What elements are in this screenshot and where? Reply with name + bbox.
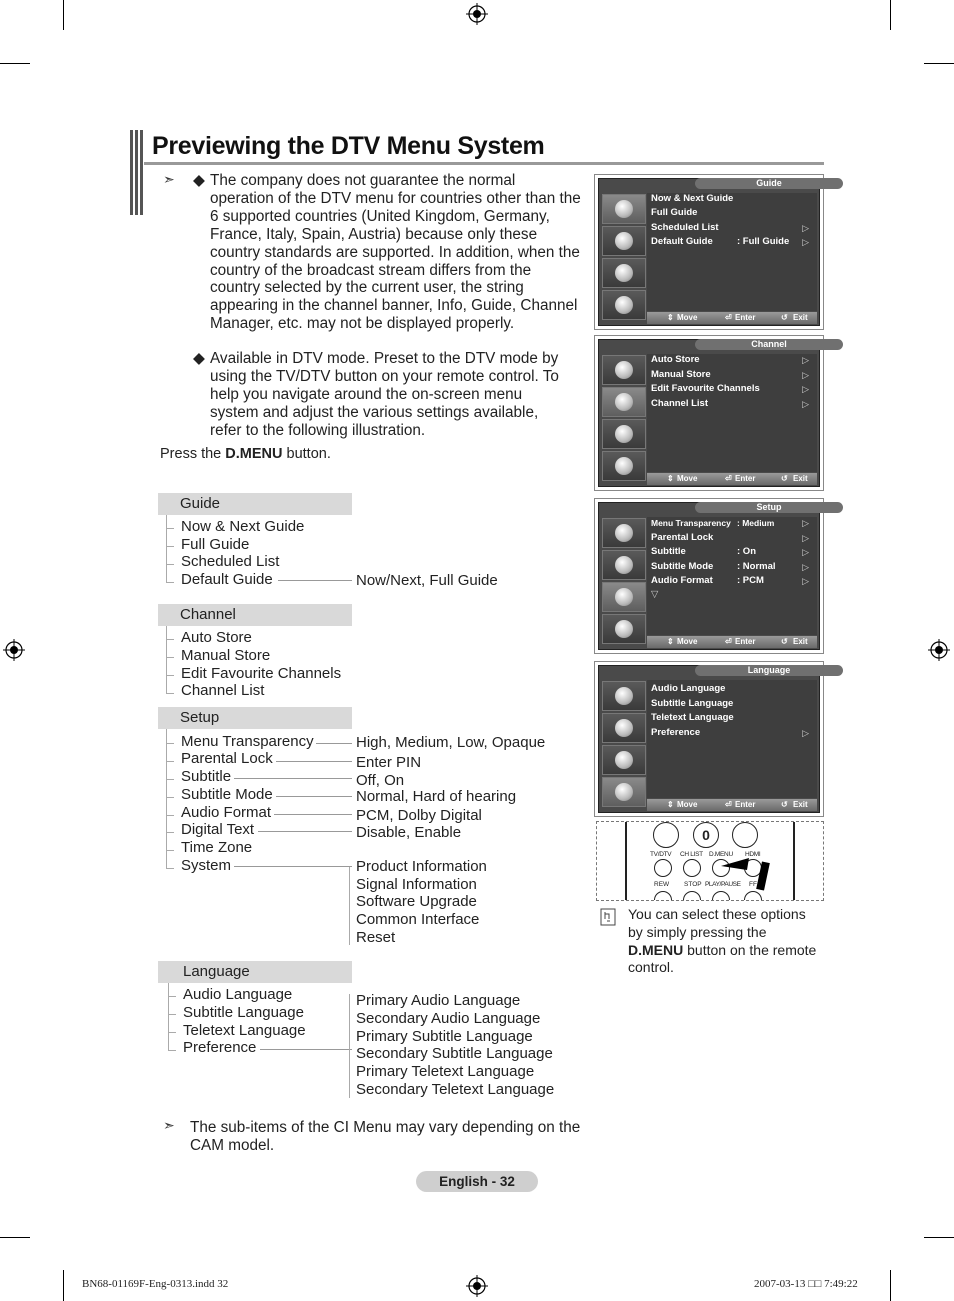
note-text: The company does not guarantee the normal operation of the DTV menu for countries other than the 6 supported countries (United Kingdom, Germany, France, Italy, Spain, Austria) because only these country standards are supported. In addition, when the country of the broadcast stream differs from the country selected by the current user, the string appearing in the channel banner, Info, Guide, Channel Manager, etc. may not be displayed properly. [210, 172, 581, 333]
remote-label: FF [749, 881, 757, 888]
crop-mark [0, 63, 30, 64]
osd-row-label: Now & Next Guide [651, 193, 734, 204]
osd-row[interactable] [651, 382, 809, 396]
tree-item: Audio Language [183, 986, 293, 1003]
tree-item: Default Guide [181, 571, 273, 588]
note-arrow-icon: ➣ [163, 172, 175, 188]
crop-mark [924, 1237, 954, 1238]
tree-item: Manual Store [181, 647, 271, 664]
channel-icon [602, 713, 646, 743]
osd-row[interactable] [651, 397, 809, 411]
channel-icon [602, 387, 646, 417]
osd-tab: Guide [695, 178, 843, 189]
osd-row-label: Edit Favourite Channels [651, 383, 760, 394]
option-value: Primary Audio Language [356, 992, 521, 1009]
tree-tick [166, 582, 174, 583]
osd-row-label: Scheduled List [651, 222, 719, 233]
remote-note-text: You can select these options by simply pressing the [628, 906, 806, 940]
exit-icon: ↺ [781, 474, 788, 483]
option-value: Secondary Teletext Language [356, 1081, 555, 1098]
tree-item: Time Zone [181, 839, 253, 856]
guide-icon [602, 355, 646, 385]
scroll-down-icon[interactable] [651, 588, 809, 602]
tree-head-setup: Setup [158, 707, 352, 729]
tree-tick [166, 743, 174, 744]
osd-row-label: Parental Lock [651, 532, 714, 543]
tree-head-guide: Guide [158, 493, 352, 515]
osd-row[interactable] [651, 682, 809, 696]
connector-line [274, 814, 352, 815]
osd-row-label: Subtitle [651, 546, 686, 557]
remote-button [732, 822, 758, 848]
memo-note-icon [600, 908, 616, 926]
arrow-right-icon: ▷ [802, 370, 809, 380]
osd-footer [647, 473, 817, 485]
tree-item: Subtitle Language [183, 1004, 304, 1021]
tree-item: Now & Next Guide [181, 518, 305, 535]
crop-mark [63, 1270, 64, 1301]
registration-mark-icon [928, 639, 950, 661]
tree-tick [166, 546, 174, 547]
osd-row-label: Audio Format [651, 575, 713, 586]
enter-icon: ⏎ [725, 637, 732, 646]
tree-item: Full Guide [181, 536, 250, 553]
connector-line [260, 1049, 352, 1050]
osd-row[interactable] [651, 368, 809, 382]
tree-item: Auto Store [181, 629, 252, 646]
guide-icon [602, 681, 646, 711]
tree-tick [166, 797, 174, 798]
remote-button [653, 822, 679, 848]
tree-item: Subtitle [181, 768, 232, 785]
option-value: Disable, Enable [356, 824, 462, 841]
arrow-right-icon: ▷ [802, 399, 809, 409]
osd-sidebar [601, 680, 647, 810]
move-icon: ⇕ [667, 474, 674, 483]
osd-guide-screen [594, 174, 824, 330]
tree-tick [166, 528, 174, 529]
connector-line [234, 866, 352, 867]
osd-tab: Language [695, 665, 843, 676]
registration-mark-icon [466, 3, 488, 25]
arrow-right-icon: ▷ [802, 355, 809, 365]
page-title: Previewing the DTV Menu System [152, 132, 545, 160]
osd-footer-enter: Enter [735, 637, 756, 646]
tree-line [349, 867, 350, 945]
option-value: PCM, Dolby Digital [356, 807, 482, 824]
remote-note-key: D.MENU [628, 941, 684, 958]
osd-footer-move: Move [677, 474, 698, 483]
arrow-right-icon: ▷ [802, 576, 809, 586]
arrow-right-icon: ▷ [802, 547, 809, 557]
option-value: Off, On [356, 772, 405, 789]
tree-tick [168, 1032, 176, 1033]
bullet-diamond-icon: ◆ [193, 172, 205, 189]
arrow-right-icon: ▷ [802, 237, 809, 247]
osd-row-label: Preference [651, 727, 701, 738]
connector-line [278, 580, 352, 581]
enter-icon: ⏎ [725, 474, 732, 483]
tree-head-language: Language [158, 961, 352, 983]
arrow-right-icon: ▷ [802, 728, 809, 738]
option-value: Software Upgrade [356, 893, 477, 910]
remote-note [628, 906, 820, 977]
title-decoration [130, 130, 144, 215]
option-value: Normal, Hard of hearing [356, 788, 517, 805]
exit-icon: ↺ [781, 637, 788, 646]
option-value: Enter PIN [356, 754, 422, 771]
osd-row[interactable] [651, 192, 809, 206]
tree-line [166, 729, 167, 869]
osd-row-label: ▽ [651, 589, 659, 600]
osd-row[interactable] [651, 235, 809, 249]
osd-sidebar [601, 193, 647, 323]
option-value: Primary Teletext Language [356, 1063, 535, 1080]
press-instruction [160, 446, 331, 462]
osd-footer-exit: Exit [793, 637, 808, 646]
option-value: Secondary Audio Language [356, 1010, 541, 1027]
tree-tick [166, 564, 174, 565]
exit-icon: ↺ [781, 800, 788, 809]
tree-tick [166, 850, 174, 851]
remote-button [654, 859, 672, 877]
arrow-right-icon: ▷ [802, 562, 809, 572]
remote-label: D.MENU [709, 851, 733, 858]
option-value: Signal Information [356, 876, 477, 893]
option-value: Reset [356, 929, 396, 946]
move-icon: ⇕ [667, 800, 674, 809]
tree-item: Menu Transparency [181, 733, 314, 750]
guide-icon [602, 518, 646, 548]
tree-tick [168, 1050, 176, 1051]
option-value: Secondary Subtitle Language [356, 1045, 553, 1062]
setup-icon [602, 745, 646, 775]
osd-footer-enter: Enter [735, 313, 756, 322]
remote-label: HDMI [745, 851, 761, 858]
osd-row[interactable] [651, 711, 809, 725]
tree-item: Scheduled List [181, 553, 280, 570]
language-icon [602, 451, 646, 481]
osd-row-value: : PCM [737, 575, 764, 586]
osd-row-label: Teletext Language [651, 712, 734, 723]
osd-row-label: Default Guide [651, 236, 713, 247]
remote-illustration [596, 821, 824, 901]
osd-row[interactable] [651, 560, 809, 574]
osd-footer [647, 636, 817, 648]
press-prefix: Press the [160, 446, 222, 462]
tree-tick [166, 832, 174, 833]
osd-language-screen [594, 661, 824, 817]
connector-line [316, 743, 352, 744]
osd-sidebar [601, 517, 647, 647]
tree-item: Audio Format [181, 804, 272, 821]
osd-sidebar [601, 354, 647, 484]
remote-label: PLAY/PAUSE [705, 881, 741, 888]
guide-icon [602, 194, 646, 224]
print-slug-file: BN68-01169F-Eng-0313.indd 32 [82, 1278, 229, 1290]
crop-mark [63, 0, 64, 30]
tree-item: Subtitle Mode [181, 786, 273, 803]
connector-line [276, 761, 352, 762]
osd-row-value: : Medium [737, 518, 775, 528]
osd-channel-screen [594, 335, 824, 491]
move-icon: ⇕ [667, 313, 674, 322]
osd-row[interactable] [651, 516, 809, 530]
option-value: Now/Next, Full Guide [356, 572, 498, 589]
tree-item: Teletext Language [183, 1022, 306, 1039]
setup-icon [602, 258, 646, 288]
crop-mark [924, 63, 954, 64]
tree-tick [166, 639, 174, 640]
crop-mark [890, 0, 891, 30]
osd-tab: Setup [695, 502, 843, 513]
language-icon [602, 614, 646, 644]
press-key: D.MENU [225, 446, 283, 462]
print-slug-date: 2007-03-13 □□ 7:49:22 [754, 1278, 858, 1290]
osd-row[interactable] [651, 221, 809, 235]
osd-footer-exit: Exit [793, 313, 808, 322]
osd-row[interactable] [651, 545, 809, 559]
osd-footer-exit: Exit [793, 800, 808, 809]
tree-item: Channel List [181, 682, 265, 699]
osd-row[interactable] [651, 726, 809, 740]
osd-row-value: : Full Guide [737, 236, 790, 247]
osd-footer-move: Move [677, 800, 698, 809]
arrow-right-icon: ▷ [802, 518, 809, 528]
osd-row[interactable] [651, 353, 809, 367]
option-value: Common Interface [356, 911, 480, 928]
tree-line [168, 983, 169, 1051]
osd-footer [647, 799, 817, 811]
osd-row-label: Subtitle Mode [651, 561, 714, 572]
channel-icon [602, 226, 646, 256]
enter-icon: ⏎ [725, 313, 732, 322]
language-icon [602, 777, 646, 807]
channel-icon [602, 550, 646, 580]
arrow-right-icon: ▷ [802, 384, 809, 394]
tree-item: System [181, 857, 232, 874]
tree-line [166, 626, 167, 694]
connector-line [234, 778, 352, 779]
tree-item: Parental Lock [181, 750, 273, 767]
osd-row-label: Audio Language [651, 683, 726, 694]
note-text: Available in DTV mode. Preset to the DTV mode by using the TV/DTV button on your remote control. To help you navigate around the on-screen menu system and adjust the various settings available, refer to the following illustration. [210, 350, 559, 439]
tree-tick [168, 1014, 176, 1015]
page-number: English - 32 [416, 1171, 538, 1192]
osd-footer-move: Move [677, 313, 698, 322]
move-icon: ⇕ [667, 637, 674, 646]
remote-label: CH LIST [680, 851, 703, 858]
tree-tick [166, 693, 174, 694]
tree-line [166, 515, 167, 583]
remote-note-text: button on the remote control. [628, 941, 817, 976]
registration-mark-icon [466, 1275, 488, 1297]
registration-mark-icon [3, 639, 25, 661]
option-value: High, Medium, Low, Opaque [356, 734, 546, 751]
tree-tick [166, 761, 174, 762]
osd-row-value: : Normal [737, 561, 776, 572]
setup-icon [602, 582, 646, 612]
tree-item: Digital Text [181, 821, 255, 838]
remote-button [683, 859, 701, 877]
remote-label: STOP [684, 881, 702, 888]
osd-row-label: Menu Transparency [651, 518, 731, 528]
osd-row-label: Subtitle Language [651, 698, 734, 709]
osd-footer-enter: Enter [735, 474, 756, 483]
osd-row[interactable] [651, 531, 809, 545]
connector-line [276, 796, 352, 797]
tree-tick [166, 657, 174, 658]
remote-zero-button: 0 [693, 822, 719, 848]
tree-tick [166, 779, 174, 780]
bottom-note: The sub-items of the CI Menu may vary depending on the CAM model. [190, 1119, 581, 1154]
osd-row-label: Auto Store [651, 354, 700, 365]
setup-icon [602, 419, 646, 449]
title-rule [144, 162, 824, 165]
tree-item: Preference [183, 1039, 257, 1056]
tree-line [349, 994, 350, 1098]
osd-row-value: : On [737, 546, 756, 557]
tree-item: Edit Favourite Channels [181, 665, 342, 682]
crop-mark [890, 1270, 891, 1301]
osd-row-label: Manual Store [651, 369, 711, 380]
osd-row[interactable] [651, 697, 809, 711]
enter-icon: ⏎ [725, 800, 732, 809]
tree-tick [168, 996, 176, 997]
note-arrow-icon: ➣ [163, 1118, 175, 1134]
option-value: Product Information [356, 858, 487, 875]
osd-row[interactable] [651, 206, 809, 220]
arrow-right-icon: ▷ [802, 533, 809, 543]
tree-tick [166, 675, 174, 676]
tree-tick [166, 815, 174, 816]
remote-label: REW [654, 881, 670, 888]
arrow-right-icon: ▷ [802, 223, 809, 233]
osd-row-label: Full Guide [651, 207, 698, 218]
osd-setup-screen [594, 498, 824, 654]
osd-footer-exit: Exit [793, 474, 808, 483]
osd-footer-enter: Enter [735, 800, 756, 809]
osd-row-label: Channel List [651, 398, 709, 409]
press-suffix: button. [286, 446, 331, 462]
language-icon [602, 290, 646, 320]
remote-label: TV/DTV [650, 851, 672, 858]
connector-line [258, 831, 352, 832]
exit-icon: ↺ [781, 313, 788, 322]
crop-mark [0, 1237, 30, 1238]
osd-row[interactable] [651, 574, 809, 588]
tree-head-channel: Channel [158, 604, 352, 626]
osd-footer-move: Move [677, 637, 698, 646]
osd-footer [647, 312, 817, 324]
osd-tab: Channel [695, 339, 843, 350]
tree-tick [166, 868, 174, 869]
option-value: Primary Subtitle Language [356, 1028, 533, 1045]
bullet-diamond-icon: ◆ [193, 350, 205, 367]
